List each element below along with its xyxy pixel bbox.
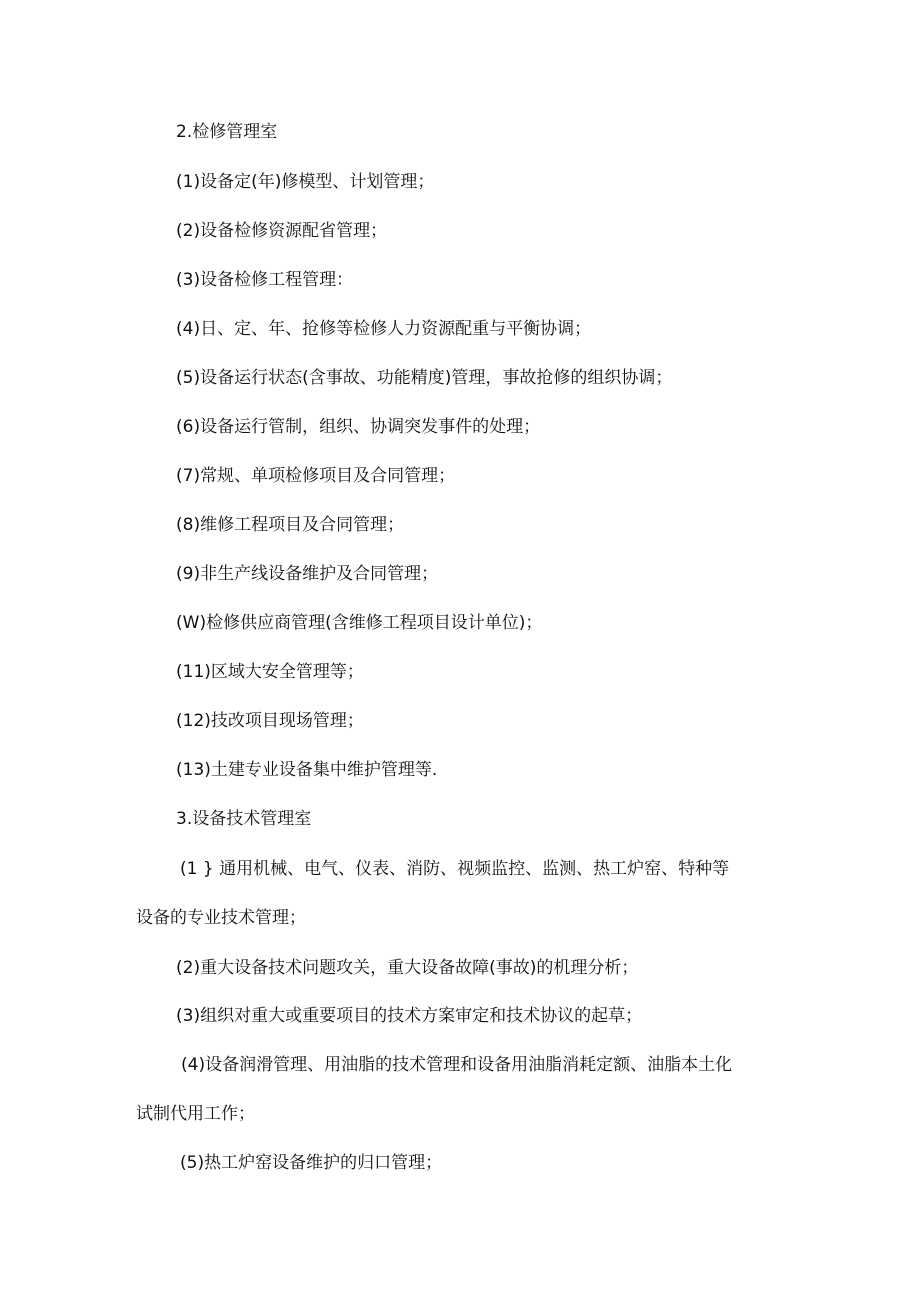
- list-item: (2)重大设备技术问题攻关，重大设备故障(事故)的机理分析；: [176, 958, 639, 978]
- list-item: (7)常规、单项检修项目及合同管理；: [176, 466, 456, 486]
- list-item: (5)设备运行状态(含事故、功能精度)管理，事故抢修的组织协调；: [176, 368, 673, 388]
- list-item: (4)日、定、年、抢修等检修人力资源配重与平衡协调；: [176, 319, 592, 339]
- list-item: (4)设备润滑管理、用油脂的技术管理和设备用油脂消耗定额、油脂本土化: [181, 1055, 733, 1075]
- list-item: (11)区域大安全管理等；: [176, 662, 364, 682]
- list-item: (3)组织对重大或重要项目的技术方案审定和技术协议的起草；: [176, 1006, 643, 1026]
- list-item: (3)设备检修工程管理：: [176, 270, 354, 290]
- list-item: (13)土建专业设备集中维护管理等.: [176, 760, 438, 780]
- list-item: (12)技改项目现场管理；: [176, 711, 364, 731]
- list-item: (2)设备检修资源配省管理；: [176, 221, 388, 241]
- list-item: (W)检修供应商管理(含维修工程项目设计单位)；: [176, 613, 543, 633]
- list-item: (9)非生产线设备维护及合同管理；: [176, 564, 439, 584]
- list-item: (1)设备定(年)修模型、计划管理；: [176, 172, 435, 192]
- list-item: (1 } 通用机械、电气、仪表、消防、视频监控、监测、热工炉窑、特种等: [180, 859, 730, 879]
- section-heading-technical: 3.设备技术管理室: [176, 809, 312, 829]
- list-item: (8)维修工程项目及合同管理；: [176, 515, 405, 535]
- list-item-continuation: 设备的专业技术管理；: [136, 908, 306, 928]
- section-heading-maintenance: 2.检修管理室: [176, 122, 278, 142]
- list-item: (6)设备运行管制，组织、协调突发事件的处理；: [176, 417, 541, 437]
- list-item: (5)热工炉窑设备维护的归口管理；: [180, 1153, 443, 1173]
- list-item-continuation: 试制代用工作；: [136, 1104, 255, 1124]
